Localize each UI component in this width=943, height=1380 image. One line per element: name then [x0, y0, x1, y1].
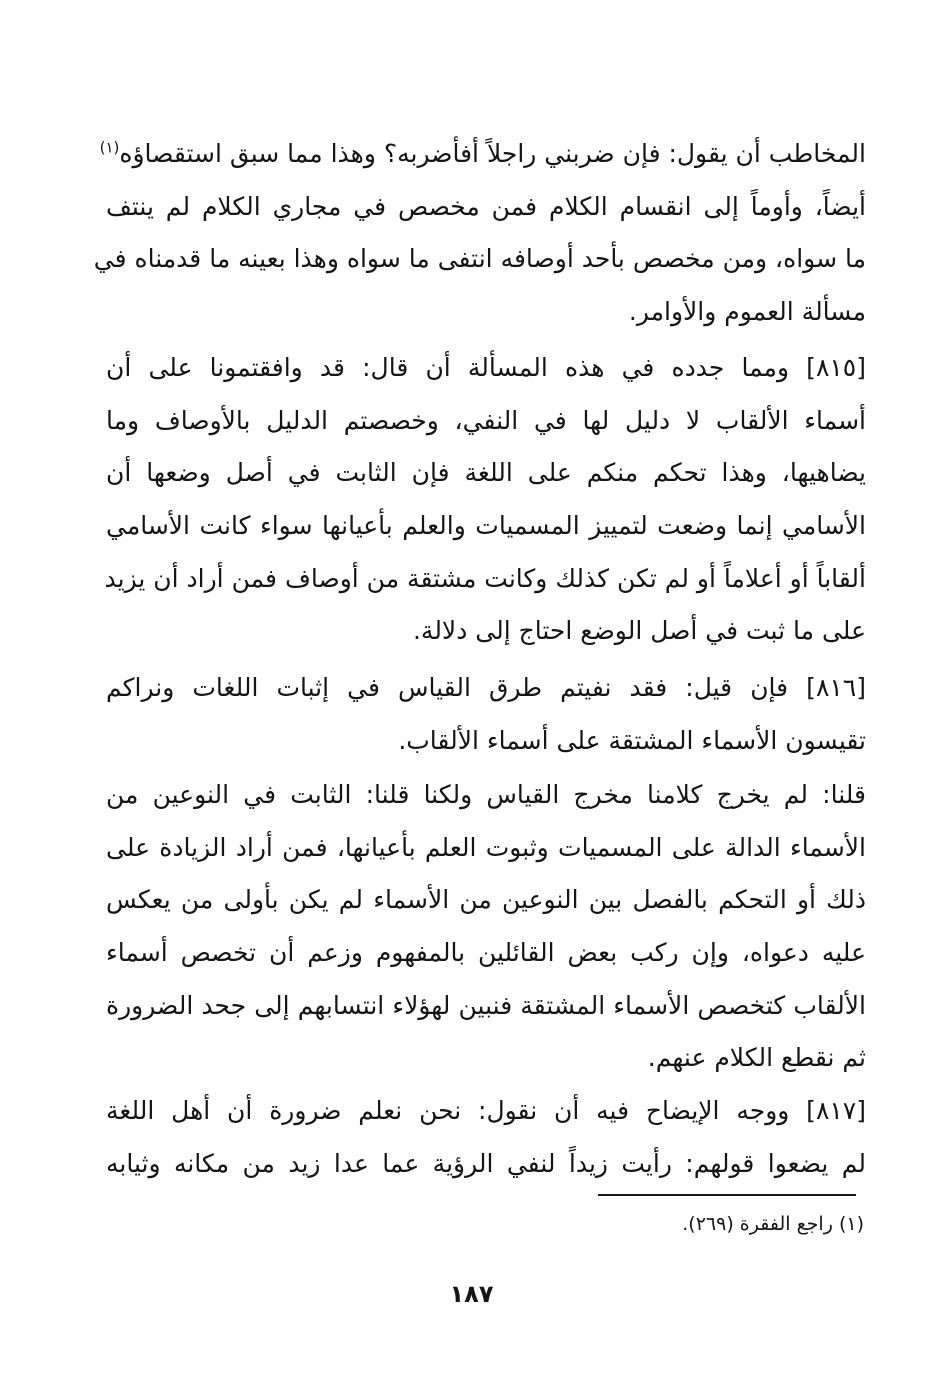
text-line: أيضاً، وأوماً إلى انقسام الكلام فمن مخصص في مجاري الكلام لم ينتف: [106, 191, 866, 221]
paragraph-816: [106, 662, 866, 767]
text-line: قلنا: لم يخرج كلامنا مخرج القياس ولكنا قلنا: الثابت في النوعين من: [106, 780, 866, 809]
text-line: أسماء الألقاب لا دليل لها في النفي، وخصصتم الدليل بالأوصاف وما: [106, 405, 866, 435]
text-line: تقيسون الأسماء المشتقة على أسماء الألقاب.: [398, 725, 866, 755]
paragraph-817: [106, 1085, 866, 1190]
text-line: الأسماء الدالة على المسميات وثبوت العلم بأعيانها، فمن أراد الزيادة على: [106, 832, 866, 862]
footnote-reference: (١): [99, 138, 120, 157]
footnote-text: راجع الفقرة (٢٦٩).: [682, 1213, 833, 1235]
line-text: المخاطب أن يقول: فإن ضربني راجلاً أفأضربه؟ وهذا مما سبق استقصاؤه: [119, 139, 866, 168]
text-line: ما سواه، ومن مخصص بأحد أوصافه انتفى ما سواه وهذا بعينه ما قدمناه في: [93, 244, 866, 274]
text-line: ذلك أو التحكم بالفصل بين النوعين من الأسماء لم يكن بأولى من يعكس: [106, 885, 866, 915]
text-line: [٨١٥] ومما جدده في هذه المسألة أن قال: قد وافقتمونا على أن: [106, 353, 866, 382]
footnote-number: (١): [838, 1213, 864, 1235]
page-number: ١٨٧: [449, 1280, 494, 1308]
footnote: [300, 1207, 864, 1241]
text-line: ألقاباً أو أعلاماً أو لم تكن كذلك وكانت مشتقة من أوصاف فمن أراد أن يزيد: [104, 563, 866, 593]
text-line: [99, 128, 866, 181]
text-line: على ما ثبت في أصل الوضع احتاج إلى دلالة.: [412, 616, 866, 646]
text-line: مسألة العموم والأوامر.: [628, 297, 866, 327]
paragraph-815: [106, 342, 866, 658]
text-line: [٨١٧] ووجه الإيضاح فيه أن نقول: نحن نعلم ضرورة أن أهل اللغة: [106, 1096, 866, 1125]
footnote-separator: [598, 1194, 856, 1196]
text-line: لم يضعوا قولهم: رأيت زيداً لنفي الرؤية عما عدا زيد من مكانه وثيابه: [106, 1148, 866, 1178]
text-line: ثم نقطع الكلام عنهم.: [647, 1043, 866, 1073]
text-line: الألقاب كتخصص الأسماء المشتقة فنبين لهؤلاء انتسابهم إلى جحد الضرورة: [106, 990, 866, 1020]
text-line: [٨١٦] فإن قيل: فقد نفيتم طرق القياس في إثبات اللغات ونراكم: [106, 673, 866, 702]
text-line: يضاهيها، وهذا تحكم منكم على اللغة فإن الثابت في أصل وضعها أن: [106, 458, 866, 488]
text-line: عليه دعواه، وإن ركب بعض القائلين بالمفهوم وزعم أن تخصص أسماء: [106, 938, 866, 968]
text-line: الأسامي إنما وضعت لتمييز المسميات والعلم بأعيانها سواء كانت الأسامي: [106, 511, 866, 541]
paragraph-answer: [106, 769, 866, 1085]
paragraph-1: [93, 128, 866, 339]
